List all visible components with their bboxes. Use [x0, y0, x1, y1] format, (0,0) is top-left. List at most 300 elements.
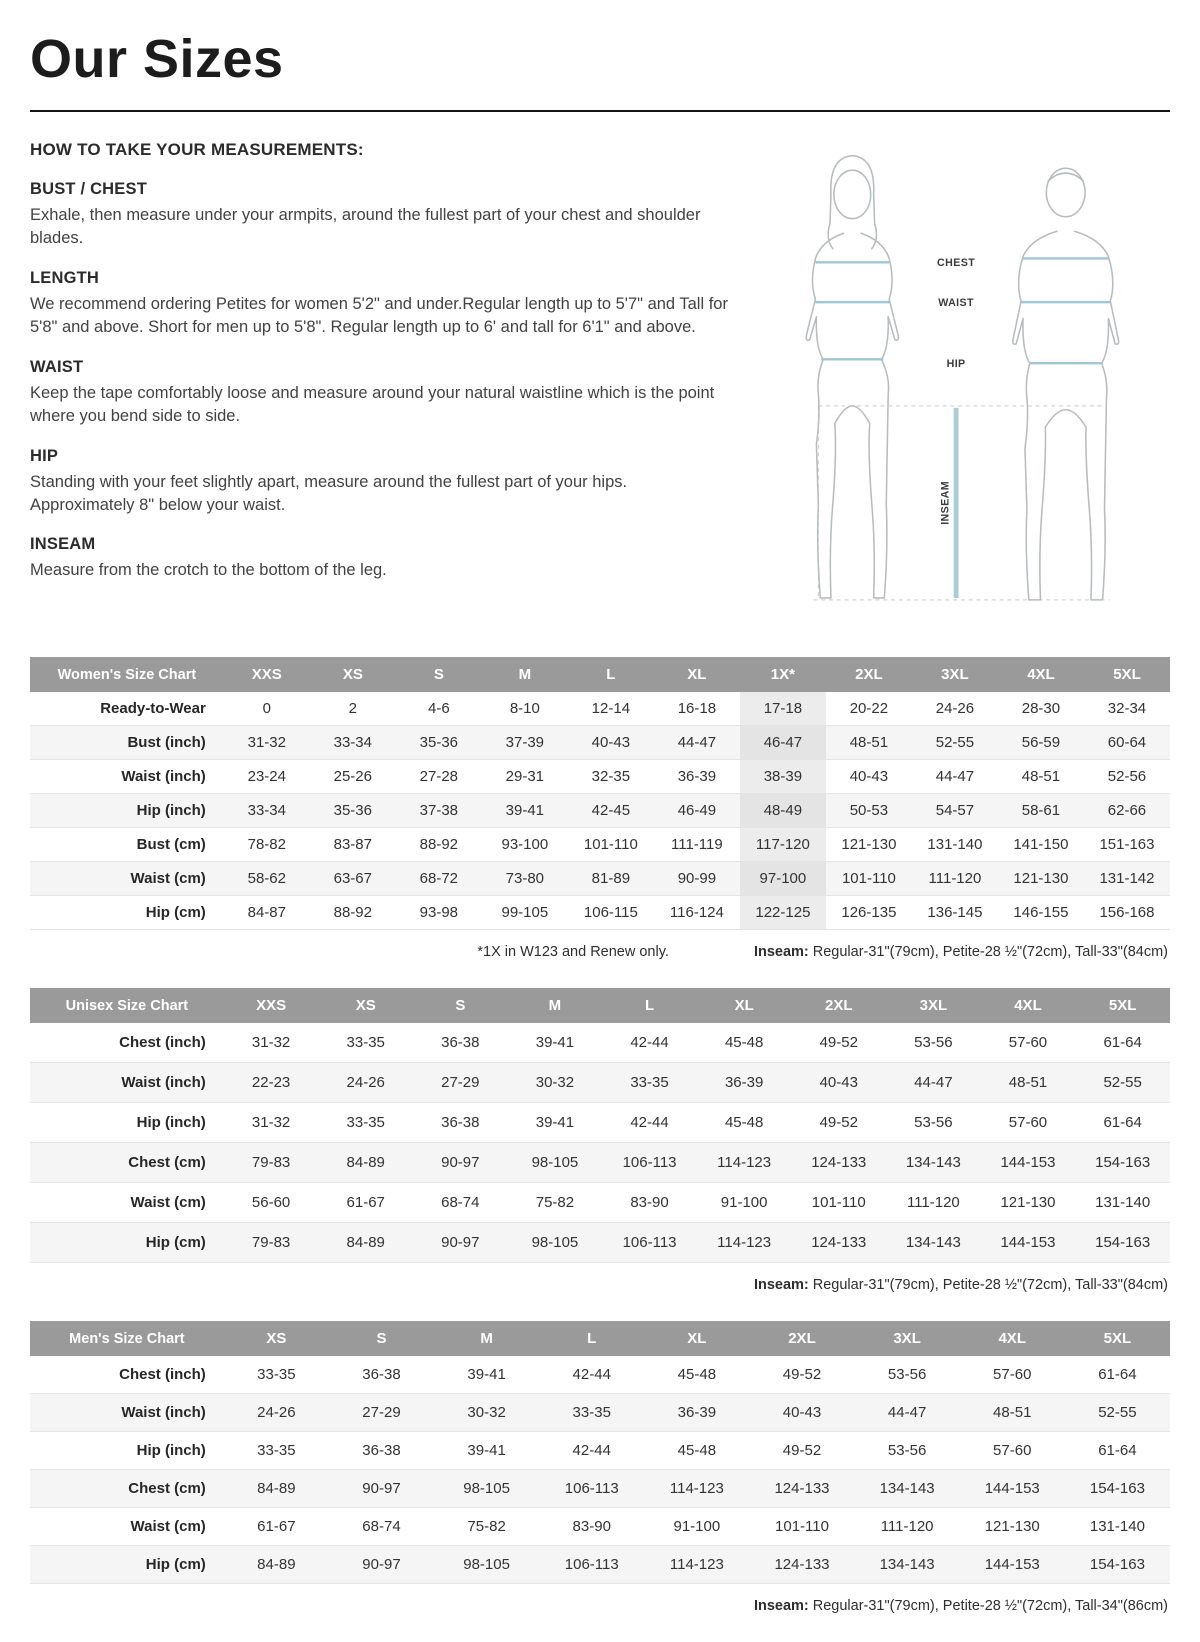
- size-cell: 101-110: [568, 828, 654, 862]
- size-cell: 68-72: [396, 862, 482, 896]
- size-cell: 90-97: [413, 1143, 508, 1183]
- size-cell: 45-48: [697, 1023, 792, 1063]
- size-cell: 20-22: [826, 692, 912, 726]
- size-column-header: 5XL: [1065, 1321, 1170, 1356]
- size-cell: 106-113: [539, 1470, 644, 1508]
- size-cell: 36-38: [413, 1103, 508, 1143]
- size-column-header: L: [602, 988, 697, 1023]
- size-cell: 49-52: [791, 1103, 886, 1143]
- section-text: Keep the tape comfortably loose and measure around your natural waistline which is the point where you bend side to side.: [30, 383, 715, 426]
- table-row: [30, 896, 1170, 930]
- table-row: [30, 692, 1170, 726]
- size-column-header: 1X*: [740, 657, 826, 692]
- size-cell: 144-153: [960, 1546, 1065, 1584]
- size-cell: 39-41: [482, 794, 568, 828]
- size-cell: 81-89: [568, 862, 654, 896]
- size-cell: 61-64: [1075, 1023, 1170, 1063]
- size-cell: 136-145: [912, 896, 998, 930]
- size-cell: 79-83: [224, 1143, 319, 1183]
- size-cell: 50-53: [826, 794, 912, 828]
- section-text: Exhale, then measure under your armpits, around the fullest part of your chest and shoulder blades.: [30, 206, 701, 248]
- size-cell: 44-47: [912, 760, 998, 794]
- size-cell: 52-56: [1084, 760, 1170, 794]
- size-cell: 35-36: [396, 726, 482, 760]
- size-cell: 88-92: [396, 828, 482, 862]
- size-column-header: 3XL: [886, 988, 981, 1023]
- size-cell: 134-143: [886, 1143, 981, 1183]
- section-hip: [30, 447, 732, 518]
- size-cell: 53-56: [855, 1356, 960, 1394]
- woman-figure-icon: [806, 156, 898, 598]
- section-waist: [30, 358, 732, 429]
- size-cell: 33-34: [224, 794, 310, 828]
- size-cell: 75-82: [434, 1508, 539, 1546]
- row-label: Bust (cm): [30, 828, 224, 862]
- size-cell: 37-39: [482, 726, 568, 760]
- inseam-note-label: Inseam:: [753, 1277, 809, 1293]
- table-title: Women's Size Chart: [30, 657, 224, 692]
- size-cell: 2: [310, 692, 396, 726]
- size-cell: 68-74: [413, 1183, 508, 1223]
- row-label: Waist (inch): [30, 760, 224, 794]
- size-cell: 61-67: [224, 1508, 329, 1546]
- size-column-header: 5XL: [1084, 657, 1170, 692]
- table-row: [30, 1508, 1170, 1546]
- size-cell: 58-62: [224, 862, 310, 896]
- size-cell: 33-34: [310, 726, 396, 760]
- table-row: [30, 1394, 1170, 1432]
- size-cell: 52-55: [912, 726, 998, 760]
- size-cell: 31-32: [224, 726, 310, 760]
- size-column-header: 2XL: [791, 988, 886, 1023]
- table-row: [30, 1143, 1170, 1183]
- size-column-header: XS: [310, 657, 396, 692]
- size-cell: 61-67: [318, 1183, 413, 1223]
- waist-label: WAIST: [938, 296, 974, 309]
- section-text: We recommend ordering Petites for women 5'2" and under.Regular length up to 5'7" and Tall for 5'8" and above. Short for men up to 5'8". Regular length up to 6' and tall for 6'1" and above.: [30, 294, 728, 337]
- inseam-label: INSEAM: [939, 481, 952, 525]
- size-column-header: XL: [654, 657, 740, 692]
- size-cell: 124-133: [791, 1223, 886, 1263]
- row-label: Hip (cm): [30, 1223, 224, 1263]
- size-cell: 32-34: [1084, 692, 1170, 726]
- size-cell: 79-83: [224, 1223, 319, 1263]
- table-row: [30, 1023, 1170, 1063]
- size-cell: 44-47: [654, 726, 740, 760]
- size-cell: 57-60: [960, 1356, 1065, 1394]
- size-cell: 53-56: [886, 1023, 981, 1063]
- table-title: Men's Size Chart: [30, 1321, 224, 1356]
- size-cell: 40-43: [826, 760, 912, 794]
- size-cell: 156-168: [1084, 896, 1170, 930]
- size-cell: 53-56: [886, 1103, 981, 1143]
- size-cell: 121-130: [981, 1183, 1076, 1223]
- size-cell: 97-100: [740, 862, 826, 896]
- size-cell: 101-110: [826, 862, 912, 896]
- size-cell: 90-99: [654, 862, 740, 896]
- size-cell: 56-60: [224, 1183, 319, 1223]
- table-row: [30, 1063, 1170, 1103]
- row-label: Chest (inch): [30, 1356, 224, 1394]
- table-row: [30, 1432, 1170, 1470]
- mens-inseam-note: [754, 1598, 1168, 1614]
- size-cell: 83-90: [539, 1508, 644, 1546]
- size-cell: 54-57: [912, 794, 998, 828]
- size-column-header: S: [396, 657, 482, 692]
- size-cell: 106-113: [539, 1546, 644, 1584]
- size-cell: 84-89: [318, 1223, 413, 1263]
- inseam-note-label: Inseam:: [753, 1598, 809, 1614]
- size-cell: 8-10: [482, 692, 568, 726]
- size-cell: 121-130: [998, 862, 1084, 896]
- size-cell: 38-39: [740, 760, 826, 794]
- man-figure-icon: [1013, 168, 1119, 600]
- size-cell: 48-51: [960, 1394, 1065, 1432]
- size-cell: 36-39: [697, 1063, 792, 1103]
- size-cell: 24-26: [912, 692, 998, 726]
- table-row: [30, 828, 1170, 862]
- row-label: Chest (inch): [30, 1023, 224, 1063]
- table-row: [30, 1356, 1170, 1394]
- size-cell: 33-35: [224, 1356, 329, 1394]
- size-column-header: 4XL: [998, 657, 1084, 692]
- size-column-header: XS: [318, 988, 413, 1023]
- top-section: [30, 140, 1170, 629]
- size-cell: 124-133: [749, 1546, 854, 1584]
- size-cell: 126-135: [826, 896, 912, 930]
- size-column-header: XXS: [224, 657, 310, 692]
- size-column-header: M: [482, 657, 568, 692]
- size-cell: 4-6: [396, 692, 482, 726]
- size-column-header: M: [508, 988, 603, 1023]
- size-cell: 91-100: [644, 1508, 749, 1546]
- size-cell: 98-105: [508, 1143, 603, 1183]
- size-cell: 35-36: [310, 794, 396, 828]
- size-cell: 144-153: [981, 1143, 1076, 1183]
- table-title: Unisex Size Chart: [30, 988, 224, 1023]
- size-column-header: 2XL: [826, 657, 912, 692]
- size-cell: 44-47: [855, 1394, 960, 1432]
- size-cell: 40-43: [568, 726, 654, 760]
- table-row: [30, 760, 1170, 794]
- row-label: Hip (inch): [30, 1103, 224, 1143]
- size-cell: 124-133: [791, 1143, 886, 1183]
- row-label: Ready-to-Wear: [30, 692, 224, 726]
- size-cell: 101-110: [749, 1508, 854, 1546]
- size-cell: 131-140: [912, 828, 998, 862]
- hip-label: HIP: [946, 358, 966, 371]
- size-cell: 39-41: [434, 1356, 539, 1394]
- size-cell: 44-47: [886, 1063, 981, 1103]
- size-cell: 144-153: [981, 1223, 1076, 1263]
- measurement-figures-illustration: [749, 144, 1169, 629]
- size-cell: 33-35: [602, 1063, 697, 1103]
- table-row: [30, 1103, 1170, 1143]
- size-cell: 98-105: [434, 1470, 539, 1508]
- size-cell: 131-140: [1065, 1508, 1170, 1546]
- size-cell: 52-55: [1075, 1063, 1170, 1103]
- size-column-header: 5XL: [1075, 988, 1170, 1023]
- size-cell: 32-35: [568, 760, 654, 794]
- section-title: LENGTH: [30, 268, 100, 287]
- size-cell: 36-38: [329, 1432, 434, 1470]
- womens-footnotes: [32, 944, 1168, 960]
- size-cell: 36-38: [329, 1356, 434, 1394]
- size-cell: 33-35: [318, 1023, 413, 1063]
- size-cell: 61-64: [1065, 1356, 1170, 1394]
- size-cell: 98-105: [434, 1546, 539, 1584]
- size-cell: 36-39: [644, 1394, 749, 1432]
- size-cell: 83-87: [310, 828, 396, 862]
- size-cell: 52-55: [1065, 1394, 1170, 1432]
- size-cell: 36-39: [654, 760, 740, 794]
- size-cell: 114-123: [697, 1223, 792, 1263]
- size-cell: 42-44: [539, 1432, 644, 1470]
- size-cell: 114-123: [697, 1143, 792, 1183]
- size-cell: 60-64: [1084, 726, 1170, 760]
- size-cell: 124-133: [749, 1470, 854, 1508]
- title-divider: [30, 110, 1170, 112]
- size-cell: 36-38: [413, 1023, 508, 1063]
- inseam-note-label: Inseam:: [753, 944, 809, 960]
- size-cell: 57-60: [981, 1023, 1076, 1063]
- size-cell: 49-52: [749, 1356, 854, 1394]
- size-cell: 84-89: [224, 1546, 329, 1584]
- section-bust-chest: [30, 180, 732, 251]
- size-cell: 27-29: [329, 1394, 434, 1432]
- size-cell: 58-61: [998, 794, 1084, 828]
- size-cell: 30-32: [508, 1063, 603, 1103]
- size-cell: 37-38: [396, 794, 482, 828]
- womens-inseam-note: [754, 944, 1168, 960]
- size-cell: 40-43: [791, 1063, 886, 1103]
- size-cell: 48-51: [981, 1063, 1076, 1103]
- size-cell: 33-35: [539, 1394, 644, 1432]
- size-cell: 84-89: [224, 1470, 329, 1508]
- size-column-header: XL: [644, 1321, 749, 1356]
- size-cell: 91-100: [697, 1183, 792, 1223]
- size-cell: 75-82: [508, 1183, 603, 1223]
- size-cell: 49-52: [749, 1432, 854, 1470]
- size-cell: 62-66: [1084, 794, 1170, 828]
- mens-footnotes: [32, 1598, 1168, 1614]
- size-cell: 27-28: [396, 760, 482, 794]
- section-title: WAIST: [30, 357, 84, 376]
- size-cell: 56-59: [998, 726, 1084, 760]
- size-cell: 106-115: [568, 896, 654, 930]
- size-cell: 151-163: [1084, 828, 1170, 862]
- size-cell: 24-26: [224, 1394, 329, 1432]
- size-cell: 45-48: [697, 1103, 792, 1143]
- size-cell: 98-105: [508, 1223, 603, 1263]
- size-cell: 42-45: [568, 794, 654, 828]
- table-row: [30, 862, 1170, 896]
- size-cell: 154-163: [1065, 1470, 1170, 1508]
- table-row: [30, 794, 1170, 828]
- row-label: Hip (cm): [30, 1546, 224, 1584]
- row-label: Waist (cm): [30, 1183, 224, 1223]
- row-label: Waist (inch): [30, 1394, 224, 1432]
- size-cell: 93-100: [482, 828, 568, 862]
- size-cell: 33-35: [318, 1103, 413, 1143]
- unisex-size-chart: [30, 988, 1170, 1263]
- size-column-header: L: [539, 1321, 644, 1356]
- size-cell: 93-98: [396, 896, 482, 930]
- row-label: Waist (cm): [30, 862, 224, 896]
- section-inseam: [30, 535, 732, 582]
- size-column-header: L: [568, 657, 654, 692]
- size-cell: 88-92: [310, 896, 396, 930]
- size-cell: 46-49: [654, 794, 740, 828]
- size-cell: 131-142: [1084, 862, 1170, 896]
- section-title: BUST / CHEST: [30, 180, 147, 198]
- size-cell: 101-110: [791, 1183, 886, 1223]
- size-cell: 23-24: [224, 760, 310, 794]
- size-cell: 78-82: [224, 828, 310, 862]
- size-cell: 49-52: [791, 1023, 886, 1063]
- size-column-header: XXS: [224, 988, 319, 1023]
- onex-footnote: *1X in W123 and Renew only.: [477, 944, 669, 960]
- size-cell: 121-130: [826, 828, 912, 862]
- size-cell: 154-163: [1065, 1546, 1170, 1584]
- size-cell: 154-163: [1075, 1223, 1170, 1263]
- size-cell: 25-26: [310, 760, 396, 794]
- inseam-note-text: Regular-31"(79cm), Petite-28 ½"(72cm), Tall-34"(86cm): [812, 1598, 1168, 1614]
- size-cell: 33-35: [224, 1432, 329, 1470]
- unisex-inseam-note: [754, 1277, 1168, 1293]
- size-cell: 154-163: [1075, 1143, 1170, 1183]
- figure-panel: [748, 140, 1170, 629]
- size-cell: 48-49: [740, 794, 826, 828]
- size-cell: 90-97: [413, 1223, 508, 1263]
- size-cell: 84-87: [224, 896, 310, 930]
- table-row: [30, 1183, 1170, 1223]
- size-cell: 117-120: [740, 828, 826, 862]
- size-cell: 57-60: [981, 1103, 1076, 1143]
- section-text: Measure from the crotch to the bottom of the leg.: [30, 561, 387, 580]
- size-cell: 68-74: [329, 1508, 434, 1546]
- size-column-header: 3XL: [855, 1321, 960, 1356]
- size-cell: 45-48: [644, 1356, 749, 1394]
- size-cell: 73-80: [482, 862, 568, 896]
- size-cell: 83-90: [602, 1183, 697, 1223]
- unisex-footnotes: [32, 1277, 1168, 1293]
- chest-label: CHEST: [937, 257, 976, 270]
- size-cell: 29-31: [482, 760, 568, 794]
- size-cell: 111-120: [912, 862, 998, 896]
- size-cell: 16-18: [654, 692, 740, 726]
- size-cell: 12-14: [568, 692, 654, 726]
- size-cell: 90-97: [329, 1470, 434, 1508]
- size-cell: 111-119: [654, 828, 740, 862]
- womens-size-chart: [30, 657, 1170, 930]
- size-cell: 48-51: [998, 760, 1084, 794]
- size-cell: 111-120: [886, 1183, 981, 1223]
- size-cell: 61-64: [1065, 1432, 1170, 1470]
- size-cell: 57-60: [960, 1432, 1065, 1470]
- size-cell: 39-41: [508, 1023, 603, 1063]
- size-column-header: XL: [697, 988, 792, 1023]
- size-cell: 39-41: [508, 1103, 603, 1143]
- size-column-header: 2XL: [749, 1321, 854, 1356]
- size-cell: 134-143: [855, 1470, 960, 1508]
- row-label: Waist (inch): [30, 1063, 224, 1103]
- size-cell: 63-67: [310, 862, 396, 896]
- size-cell: 22-23: [224, 1063, 319, 1103]
- size-cell: 134-143: [855, 1546, 960, 1584]
- row-label: Bust (inch): [30, 726, 224, 760]
- size-cell: 61-64: [1075, 1103, 1170, 1143]
- table-row: [30, 1470, 1170, 1508]
- size-column-header: S: [329, 1321, 434, 1356]
- table-row: [30, 1223, 1170, 1263]
- size-cell: 114-123: [644, 1546, 749, 1584]
- size-cell: 0: [224, 692, 310, 726]
- size-cell: 17-18: [740, 692, 826, 726]
- section-title: INSEAM: [30, 535, 96, 554]
- size-cell: 84-89: [318, 1143, 413, 1183]
- size-column-header: 3XL: [912, 657, 998, 692]
- table-row: [30, 1546, 1170, 1584]
- row-label: Waist (cm): [30, 1508, 224, 1546]
- size-cell: 106-113: [602, 1223, 697, 1263]
- inseam-note-text: Regular-31"(79cm), Petite-28 ½"(72cm), Tall-33"(84cm): [812, 1277, 1168, 1293]
- size-cell: 40-43: [749, 1394, 854, 1432]
- row-label: Chest (cm): [30, 1470, 224, 1508]
- size-cell: 131-140: [1075, 1183, 1170, 1223]
- size-cell: 48-51: [826, 726, 912, 760]
- size-cell: 134-143: [886, 1223, 981, 1263]
- size-cell: 90-97: [329, 1546, 434, 1584]
- size-cell: 30-32: [434, 1394, 539, 1432]
- size-cell: 116-124: [654, 896, 740, 930]
- size-cell: 31-32: [224, 1103, 319, 1143]
- size-cell: 99-105: [482, 896, 568, 930]
- size-column-header: 4XL: [981, 988, 1076, 1023]
- row-label: Hip (inch): [30, 794, 224, 828]
- row-label: Chest (cm): [30, 1143, 224, 1183]
- section-length: [30, 269, 732, 340]
- size-column-header: 4XL: [960, 1321, 1065, 1356]
- section-text: Standing with your feet slightly apart, measure around the fullest part of your hips. Approximately 8" below your waist.: [30, 472, 628, 514]
- size-cell: 45-48: [644, 1432, 749, 1470]
- size-cell: 114-123: [644, 1470, 749, 1508]
- size-cell: 121-130: [960, 1508, 1065, 1546]
- size-cell: 106-113: [602, 1143, 697, 1183]
- size-column-header: M: [434, 1321, 539, 1356]
- size-cell: 42-44: [602, 1023, 697, 1063]
- size-cell: 141-150: [998, 828, 1084, 862]
- size-cell: 31-32: [224, 1023, 319, 1063]
- size-cell: 39-41: [434, 1432, 539, 1470]
- page-title: Our Sizes: [30, 29, 284, 89]
- row-label: Hip (cm): [30, 896, 224, 930]
- inseam-note-text: Regular-31"(79cm), Petite-28 ½"(72cm), Tall-33"(84cm): [812, 944, 1168, 960]
- size-cell: 42-44: [602, 1103, 697, 1143]
- size-column-header: XS: [224, 1321, 329, 1356]
- size-cell: 42-44: [539, 1356, 644, 1394]
- size-cell: 122-125: [740, 896, 826, 930]
- size-cell: 24-26: [318, 1063, 413, 1103]
- howto-heading: HOW TO TAKE YOUR MEASUREMENTS:: [30, 140, 364, 159]
- size-cell: 144-153: [960, 1470, 1065, 1508]
- size-cell: 146-155: [998, 896, 1084, 930]
- size-cell: 46-47: [740, 726, 826, 760]
- row-label: Hip (inch): [30, 1432, 224, 1470]
- section-title: HIP: [30, 446, 59, 465]
- size-cell: 111-120: [855, 1508, 960, 1546]
- size-cell: 27-29: [413, 1063, 508, 1103]
